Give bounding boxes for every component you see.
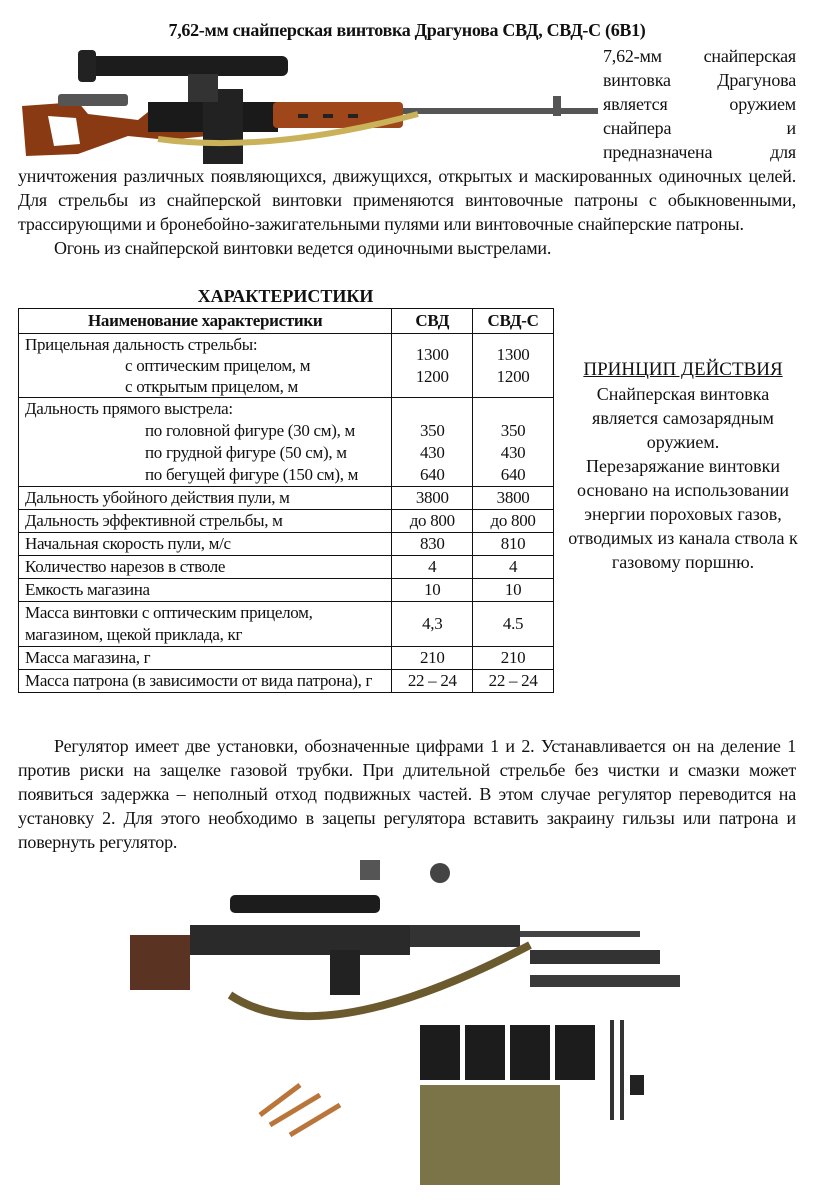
principle-heading: ПРИНЦИП ДЕЙСТВИЯ <box>583 359 783 380</box>
table-row <box>19 334 554 398</box>
cell-value: 830 <box>392 533 473 556</box>
intro-section <box>18 44 796 260</box>
cell-value: 10 <box>473 579 554 602</box>
cell-value: 3800 <box>392 487 473 510</box>
cell-value: 810 <box>473 533 554 556</box>
row-name: Количество нарезов в стволе <box>19 556 392 579</box>
row-name: Начальная скорость пули, м/с <box>19 533 392 556</box>
cell-value: 210 <box>473 647 554 670</box>
table-header-row <box>19 309 554 334</box>
cell-value: 1300 <box>496 344 530 364</box>
row-sub: с оптическим прицелом, м <box>125 356 311 375</box>
cell-value: 1200 <box>415 366 449 386</box>
cell-value: 22 – 24 <box>473 670 554 693</box>
row-sub: по бегущей фигуре (150 см), м <box>145 465 359 484</box>
row-sub: по головной фигуре (30 см), м <box>145 421 355 440</box>
cell-value: 430 <box>500 443 526 462</box>
cell-value: 3800 <box>473 487 554 510</box>
cell-value: 350 <box>419 421 445 440</box>
regulator-text: Регулятор имеет две установки, обозначенные цифрами 1 и 2. Устанавливается он на деление 1 против риски на защелке газовой трубки. При длительной стрельбе без чистки и смазки может появиться задержка – неполный отход подвижных частей. В этом случае регулятор переводится на установку 2. Для этого необходимо в зацепы регулятора вставить закраину гильзы или патрона и повернуть регулятор. <box>18 736 796 852</box>
cell-value: 350 <box>500 421 526 440</box>
cell-value: 640 <box>500 465 526 484</box>
table-row <box>19 487 554 510</box>
principle-text: Снайперская винтовка является самозарядным оружием. <box>592 384 774 452</box>
cell-value: 10 <box>392 579 473 602</box>
cell-value: 1300 <box>415 344 449 364</box>
table-row <box>19 510 554 533</box>
cell-value: 1200 <box>496 366 530 386</box>
principle-section <box>566 358 800 574</box>
row-name: Дальность убойного действия пули, м <box>19 487 392 510</box>
cell-value: 4,3 <box>392 602 473 647</box>
header-svd: СВД <box>392 309 473 334</box>
intro-text: 7,62-мм снайперская винтовка Драгунова является оружием снайпера и предназначена для уничтожения различных появляющихся, движущихся, открытых и маскированных одиночных целей. Для стрельбы из снайперской винтовки применяются винтовочные патроны с обыкновенными, трассирующими и бронебойно-зажигательными пулями или винтовочные снайперские патроны. <box>18 46 796 234</box>
row-name: Прицельная дальность стрельбы: <box>25 335 258 354</box>
cell-value: 430 <box>419 443 445 462</box>
fire-mode-text: Огонь из снайперской винтовки ведется одиночными выстрелами. <box>54 238 552 258</box>
cell-value: до 800 <box>473 510 554 533</box>
row-sub: с открытым прицелом, м <box>125 377 298 396</box>
cell-value: 4 <box>392 556 473 579</box>
cell-value: 640 <box>419 465 445 484</box>
table-row <box>19 602 554 647</box>
table-row <box>19 556 554 579</box>
table-row <box>19 533 554 556</box>
cell-value: до 800 <box>392 510 473 533</box>
row-name: Дальность эффективной стрельбы, м <box>19 510 392 533</box>
table-row <box>19 647 554 670</box>
cell-value: 210 <box>392 647 473 670</box>
table-row <box>19 398 554 487</box>
svd-rifle-image <box>18 44 603 164</box>
row-name: Масса магазина, г <box>19 647 392 670</box>
table-title: ХАРАКТЕРИСТИКИ <box>197 286 374 306</box>
table-row <box>19 670 554 693</box>
row-sub: по грудной фигуре (50 см), м <box>145 443 347 462</box>
cell-value: 22 – 24 <box>392 670 473 693</box>
principle-text-2: Перезаряжание винтовки основано на использовании энергии пороховых газов, отводимых из канала ствола к газовому поршню. <box>568 456 798 572</box>
row-name: Емкость магазина <box>19 579 392 602</box>
row-name: Масса патрона (в зависимости от вида патрона), г <box>19 670 392 693</box>
table-row <box>19 579 554 602</box>
header-name: Наименование характеристики <box>19 309 392 334</box>
row-name: Дальность прямого выстрела: <box>25 399 233 418</box>
row-name: Масса винтовки с оптическим прицелом, магазином, щекой приклада, кг <box>19 602 392 647</box>
rifle-kit-image <box>120 855 700 1195</box>
header-svds: СВД-С <box>473 309 554 334</box>
page-title: 7,62-мм снайперская винтовка Драгунова СВД, СВД-С (6В1) <box>168 20 646 40</box>
cell-value: 4.5 <box>473 602 554 647</box>
cell-value: 4 <box>473 556 554 579</box>
characteristics-table <box>18 308 554 693</box>
